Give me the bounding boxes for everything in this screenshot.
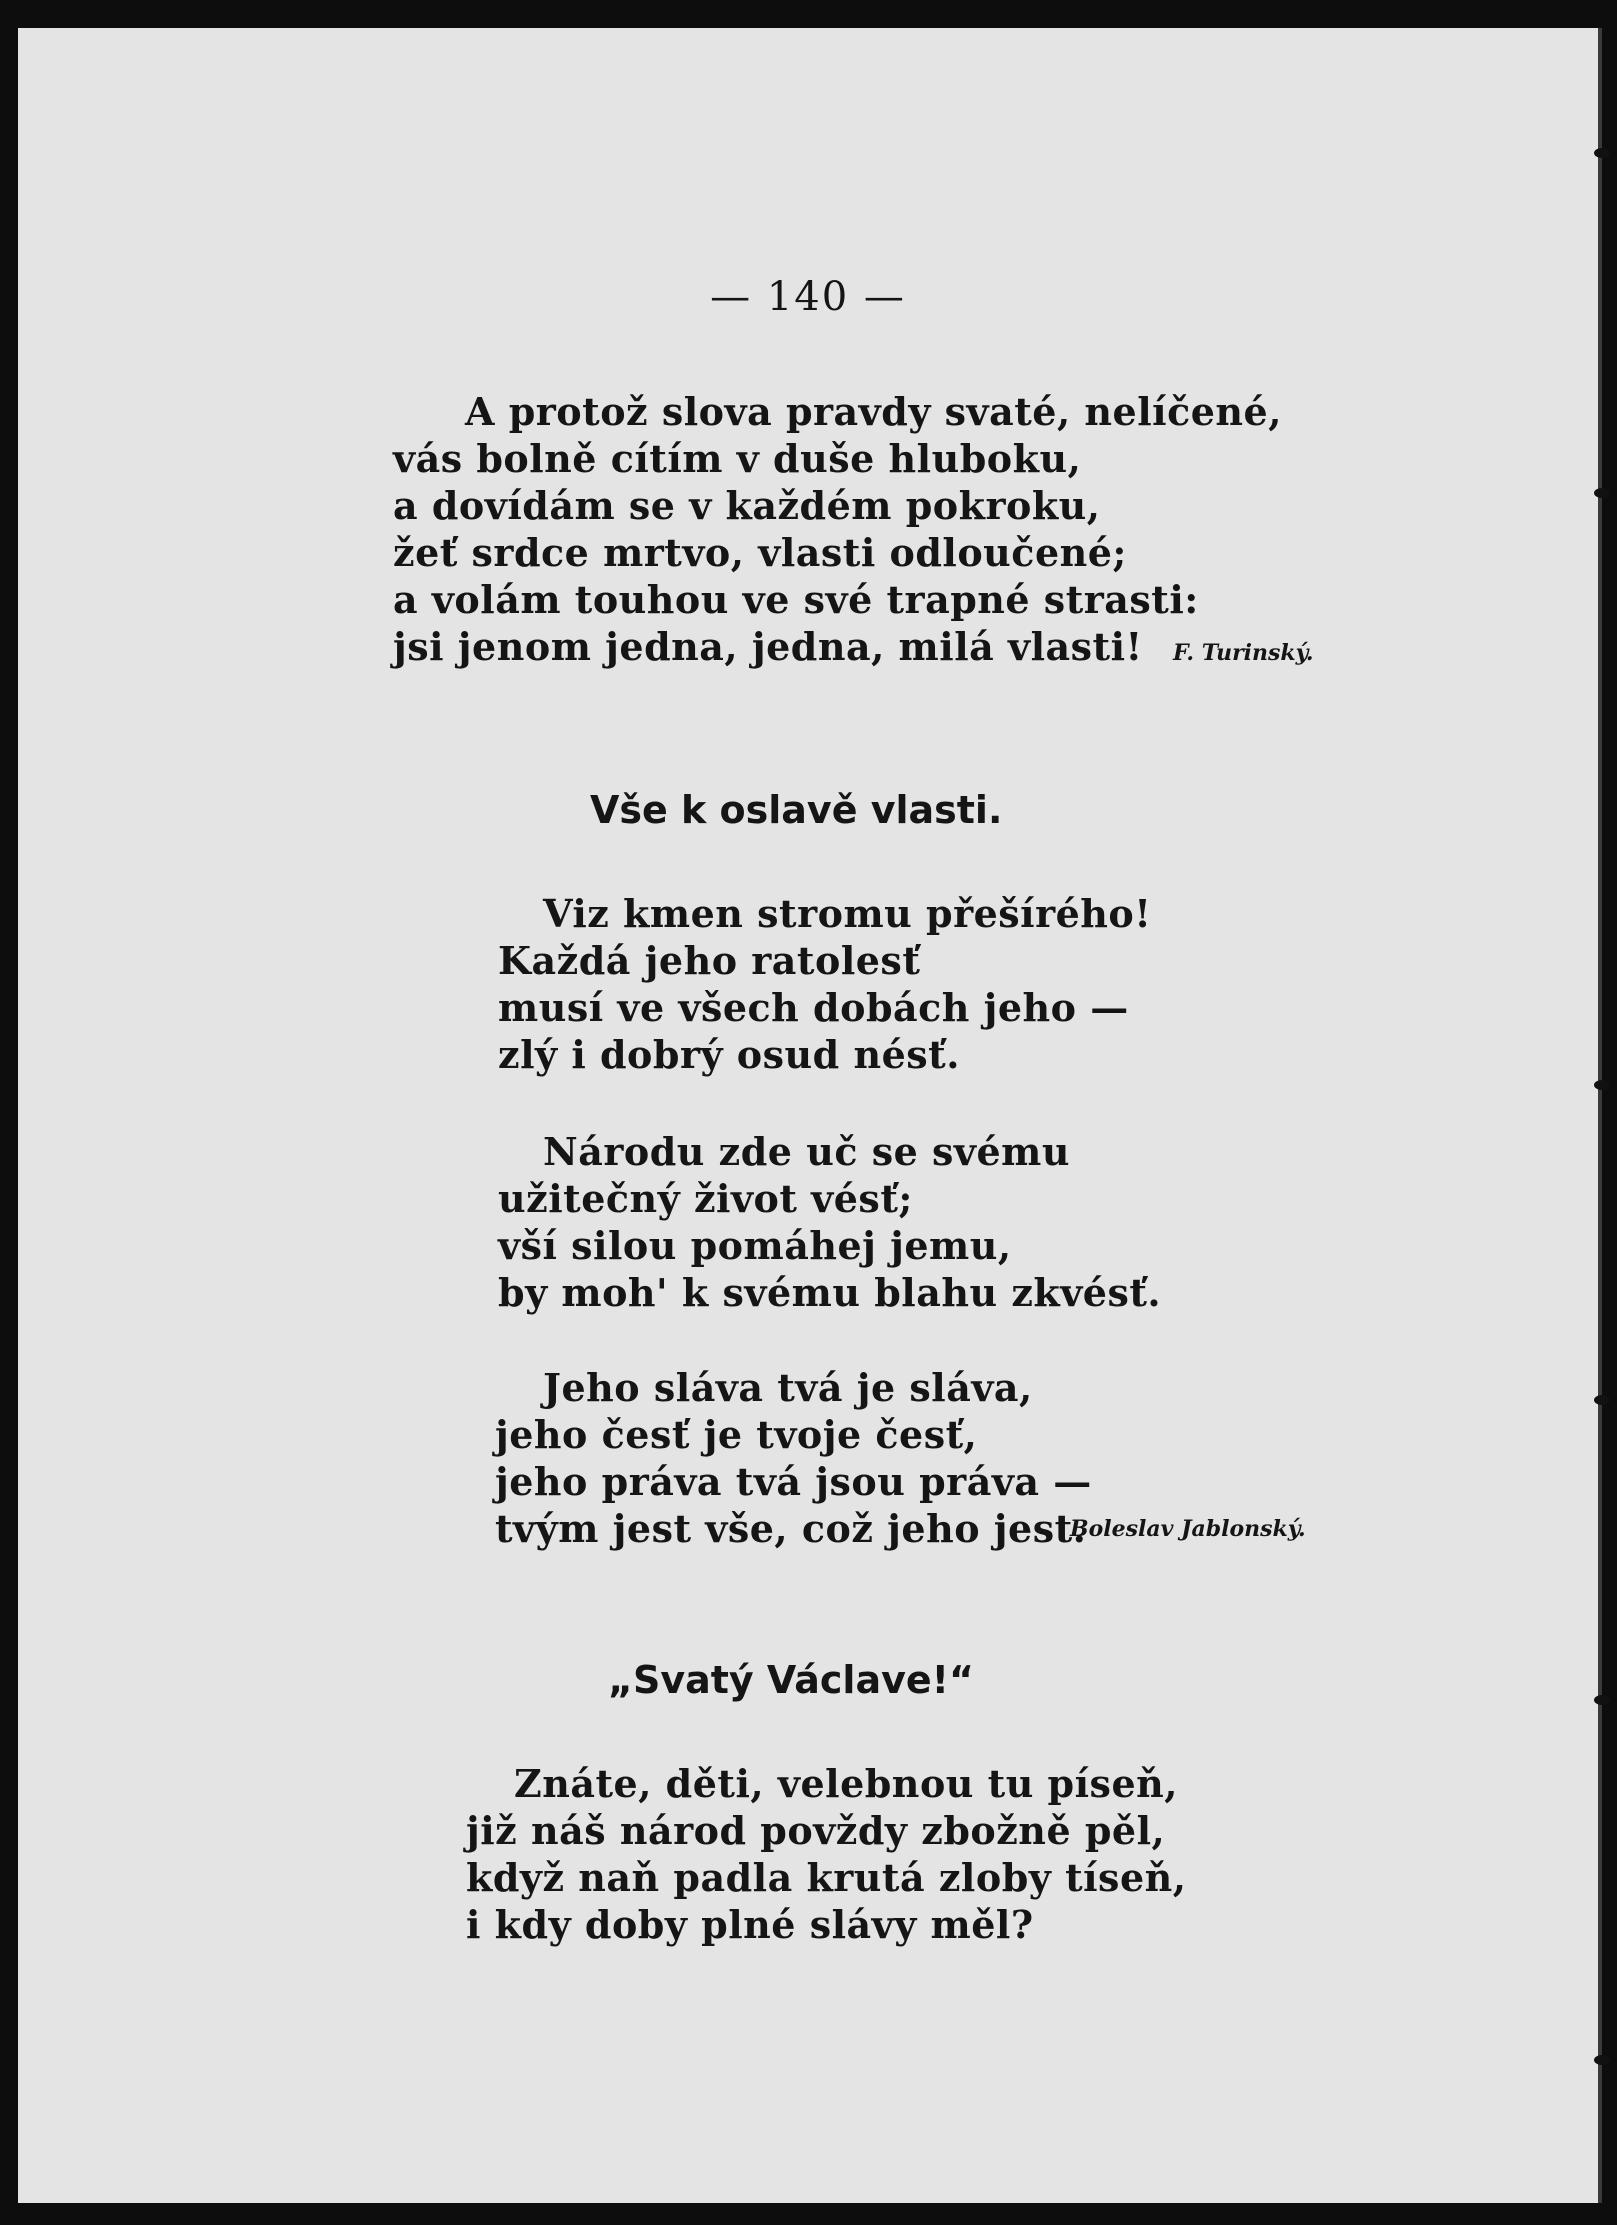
poem-line: žeť srdce mrtvo, vlasti odloučené; <box>393 530 1127 575</box>
binding-hole-mark <box>1594 1395 1610 1405</box>
binding-hole-mark <box>1594 148 1610 158</box>
poem-line: jeho česť je tvoje česť, <box>495 1412 978 1457</box>
poem2-stanza-2 <box>498 1128 1161 1316</box>
poem-line: jsi jenom jedna, jedna, milá vlasti! <box>393 624 1143 669</box>
poem-line: Každá jeho ratolesť <box>498 938 921 983</box>
binding-hole-mark <box>1594 488 1610 498</box>
poem2-stanza-1 <box>498 890 1152 1078</box>
poem-line: vší silou pomáhej jemu, <box>498 1223 1012 1268</box>
book-page <box>18 28 1598 2203</box>
poem-line: již náš národ povždy zbožně pěl, <box>466 1808 1166 1853</box>
poem-line: když naň padla krutá zloby tíseň, <box>466 1855 1187 1900</box>
poem-line: a volám touhou ve své trapné strasti: <box>393 577 1199 622</box>
poem-line: Viz kmen stromu přešírého! <box>543 891 1152 936</box>
poem-line: Národu zde uč se svému <box>543 1129 1070 1174</box>
poem-line: by moh' k svému blahu zkvésť. <box>498 1270 1162 1315</box>
page-number: — 140 — <box>710 274 906 320</box>
poem-line: musí ve všech dobách jeho — <box>498 985 1129 1030</box>
poem-line: užitečný život vésť; <box>498 1176 913 1221</box>
poem2-title: Vše k oslavě vlasti. <box>590 788 1003 832</box>
poem-line: vás bolně cítím v duše hluboku, <box>393 436 1082 481</box>
poem-line: tvým jest vše, což jeho jest. <box>495 1506 1087 1551</box>
poem2-author: Boleslav Jablonský. <box>1070 1516 1306 1542</box>
poem-line: i kdy doby plné slávy měl? <box>466 1902 1034 1947</box>
poem-line: A protož slova pravdy svaté, nelíčené, <box>465 389 1282 434</box>
poem1-author: F. Turinský. <box>1173 640 1314 666</box>
poem3-title: „Svatý Václave!“ <box>608 1658 974 1702</box>
binding-hole-mark <box>1594 1695 1610 1705</box>
page-edge <box>1598 28 1602 2203</box>
poem-line: Jeho sláva tvá je sláva, <box>543 1365 1033 1410</box>
poem-line: a dovídám se v každém pokroku, <box>393 483 1101 528</box>
binding-hole-mark <box>1594 2055 1610 2065</box>
poem3-stanza-1 <box>466 1760 1186 1948</box>
poem-line: zlý i dobrý osud nésť. <box>498 1032 960 1077</box>
poem2-stanza-3 <box>495 1364 1092 1552</box>
poem-line: Znáte, děti, velebnou tu píseň, <box>514 1761 1178 1806</box>
poem-line: jeho práva tvá jsou práva — <box>495 1459 1092 1504</box>
binding-hole-mark <box>1594 1080 1610 1090</box>
